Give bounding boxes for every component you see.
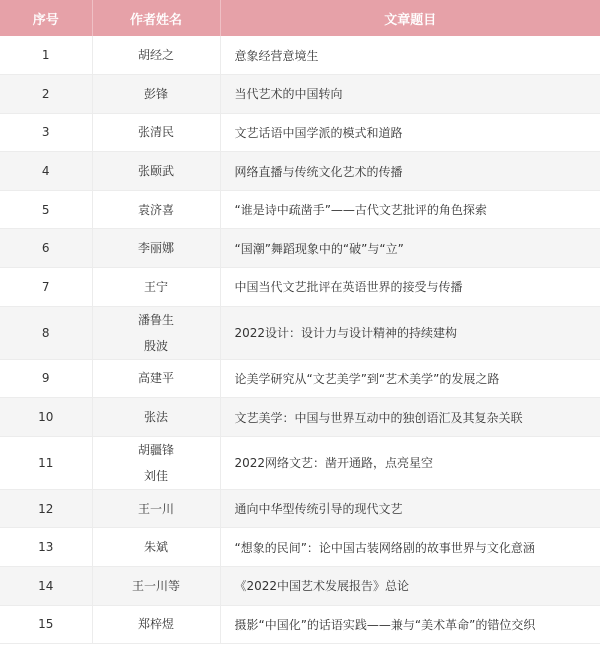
table-body: [0, 36, 600, 644]
row-number: 4: [0, 152, 92, 191]
row-author: [92, 605, 220, 644]
row-number: 6: [0, 229, 92, 268]
row-author: [92, 359, 220, 398]
table-row: [0, 229, 600, 268]
author-name: 郑梓煜: [137, 617, 174, 632]
table-row: [0, 567, 600, 606]
author-name: 张清民: [137, 125, 174, 140]
row-author: [92, 152, 220, 191]
table-row: [0, 268, 600, 307]
author-name: 李丽娜: [137, 241, 174, 256]
row-number: 14: [0, 567, 92, 606]
author-name: 袁济喜: [137, 202, 174, 217]
row-author: [92, 489, 220, 528]
row-title: 摄影“中国化”的话语实践——兼与“美术革命”的错位交织: [220, 605, 600, 644]
row-number: 15: [0, 605, 92, 644]
author-name: 高建平: [137, 371, 174, 386]
header-row: [0, 0, 600, 36]
row-title: “谁是诗中疏凿手”——古代文艺批评的角色探索: [220, 190, 600, 229]
table-row: [0, 436, 600, 489]
row-number: 12: [0, 489, 92, 528]
row-number: 8: [0, 306, 92, 359]
row-number: 1: [0, 36, 92, 75]
table-row: [0, 359, 600, 398]
header-number: 序号: [0, 0, 92, 36]
row-author: [92, 268, 220, 307]
author-name: 彭锋: [143, 86, 168, 101]
author-name: 张颐武: [137, 164, 174, 179]
header-author: 作者姓名: [92, 0, 220, 36]
row-number: 5: [0, 190, 92, 229]
author-name: 殷波: [143, 338, 168, 353]
author-name: 王一川: [137, 501, 174, 516]
table-row: [0, 75, 600, 114]
row-title: 通向中华型传统引导的现代文艺: [220, 489, 600, 528]
row-author: [92, 306, 220, 359]
author-name: 张法: [143, 410, 168, 425]
table-row: [0, 36, 600, 75]
table-row: [0, 398, 600, 437]
row-title: 2022网络文艺：凿开通路，点亮星空: [220, 436, 600, 489]
row-title: 文艺话语中国学派的模式和道路: [220, 113, 600, 152]
row-author: [92, 75, 220, 114]
row-title: 2022设计：设计力与设计精神的持续建构: [220, 306, 600, 359]
author-name: 王宁: [143, 279, 168, 294]
row-author: [92, 229, 220, 268]
row-number: 9: [0, 359, 92, 398]
table-row: [0, 489, 600, 528]
row-title: 意象经营意境生: [220, 36, 600, 75]
row-title: 论美学研究从“文艺美学”到“艺术美学”的发展之路: [220, 359, 600, 398]
table-row: [0, 190, 600, 229]
row-title: 中国当代文艺批评在英语世界的接受与传播: [220, 268, 600, 307]
row-title: 文艺美学：中国与世界互动中的独创语汇及其复杂关联: [220, 398, 600, 437]
row-author: [92, 528, 220, 567]
author-name: 胡经之: [137, 48, 174, 63]
author-name: 朱斌: [143, 540, 168, 555]
row-number: 3: [0, 113, 92, 152]
row-author: [92, 36, 220, 75]
header-title: 文章题目: [220, 0, 600, 36]
row-title: “国潮”舞蹈现象中的“破”与“立”: [220, 229, 600, 268]
row-author: [92, 436, 220, 489]
row-author: [92, 567, 220, 606]
row-author: [92, 190, 220, 229]
row-title: 《2022中国艺术发展报告》总论: [220, 567, 600, 606]
author-name: 潘鲁生: [137, 312, 174, 327]
row-number: 2: [0, 75, 92, 114]
row-title: 当代艺术的中国转向: [220, 75, 600, 114]
author-name: 刘佳: [143, 468, 168, 483]
author-name: 王一川等: [131, 578, 180, 593]
table-header: [0, 0, 600, 36]
row-number: 7: [0, 268, 92, 307]
table-row: [0, 152, 600, 191]
author-name: 胡疆锋: [137, 442, 174, 457]
row-number: 13: [0, 528, 92, 567]
row-title: 网络直播与传统文化艺术的传播: [220, 152, 600, 191]
row-author: [92, 113, 220, 152]
table-row: [0, 113, 600, 152]
table-row: [0, 306, 600, 359]
row-title: “想象的民间”：论中国古装网络剧的故事世界与文化意涵: [220, 528, 600, 567]
row-author: [92, 398, 220, 437]
row-number: 10: [0, 398, 92, 437]
row-number: 11: [0, 436, 92, 489]
table-row: [0, 605, 600, 644]
table-row: [0, 528, 600, 567]
